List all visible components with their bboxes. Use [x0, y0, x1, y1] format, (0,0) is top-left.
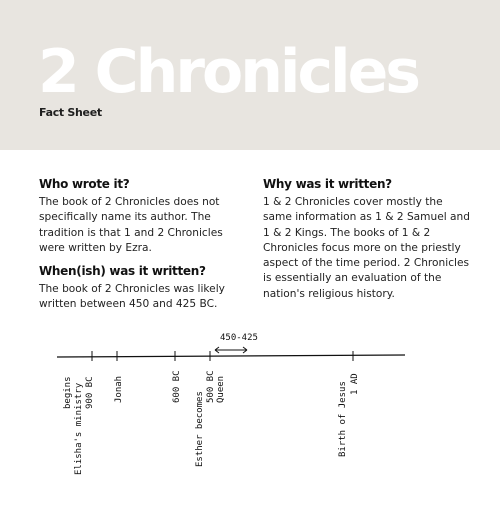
why-body: 1 & 2 Chronicles cover mostly the same information as 1 & 2 Samuel and 1 & 2 Kings. The books of 1 & 2 Chronicles focus more on the priestly aspect of the time period. 2 Chronicles is essentially an evaluation of the nation's religious history. — [263, 196, 470, 300]
when-heading: When(ish) was it written? — [39, 264, 206, 279]
mark-elisha-label: Elisha's ministry — [74, 382, 84, 475]
mark-900bc-label: 900 BC — [85, 376, 95, 409]
mark-600bc-label: 600 BC — [172, 370, 182, 403]
mark-queen-label: Queen — [216, 375, 226, 403]
when-body: The book of 2 Chronicles was likely written between 450 and 425 BC. — [39, 283, 225, 311]
mark-begins-label: begins — [63, 376, 73, 409]
mark-jonah-label: Jonah — [114, 375, 124, 403]
why-heading: Why was it written? — [263, 177, 392, 191]
timeline-drawing — [55, 325, 415, 485]
left-column — [39, 177, 249, 313]
page-subtitle: Fact Sheet — [39, 106, 102, 119]
range-arrow — [215, 347, 247, 353]
mark-1ad-label: 1 AD — [350, 373, 360, 395]
mark-esther-label: Esther becomes — [195, 391, 205, 467]
timeline — [55, 325, 415, 485]
mark-500bc-label: 500 BC — [206, 370, 216, 403]
who-body: The book of 2 Chronicles does not specifically name its author. The tradition is that 1 and 2 Chronicles were written by Ezra. — [39, 196, 223, 254]
range-label: 450-425 — [220, 333, 258, 343]
page-title: 2 Chronicles — [38, 37, 419, 107]
who-heading: Who wrote it? — [39, 177, 130, 191]
header-banner — [0, 0, 500, 150]
right-column — [263, 177, 473, 302]
mark-jesus-label: Birth of Jesus — [338, 381, 348, 457]
